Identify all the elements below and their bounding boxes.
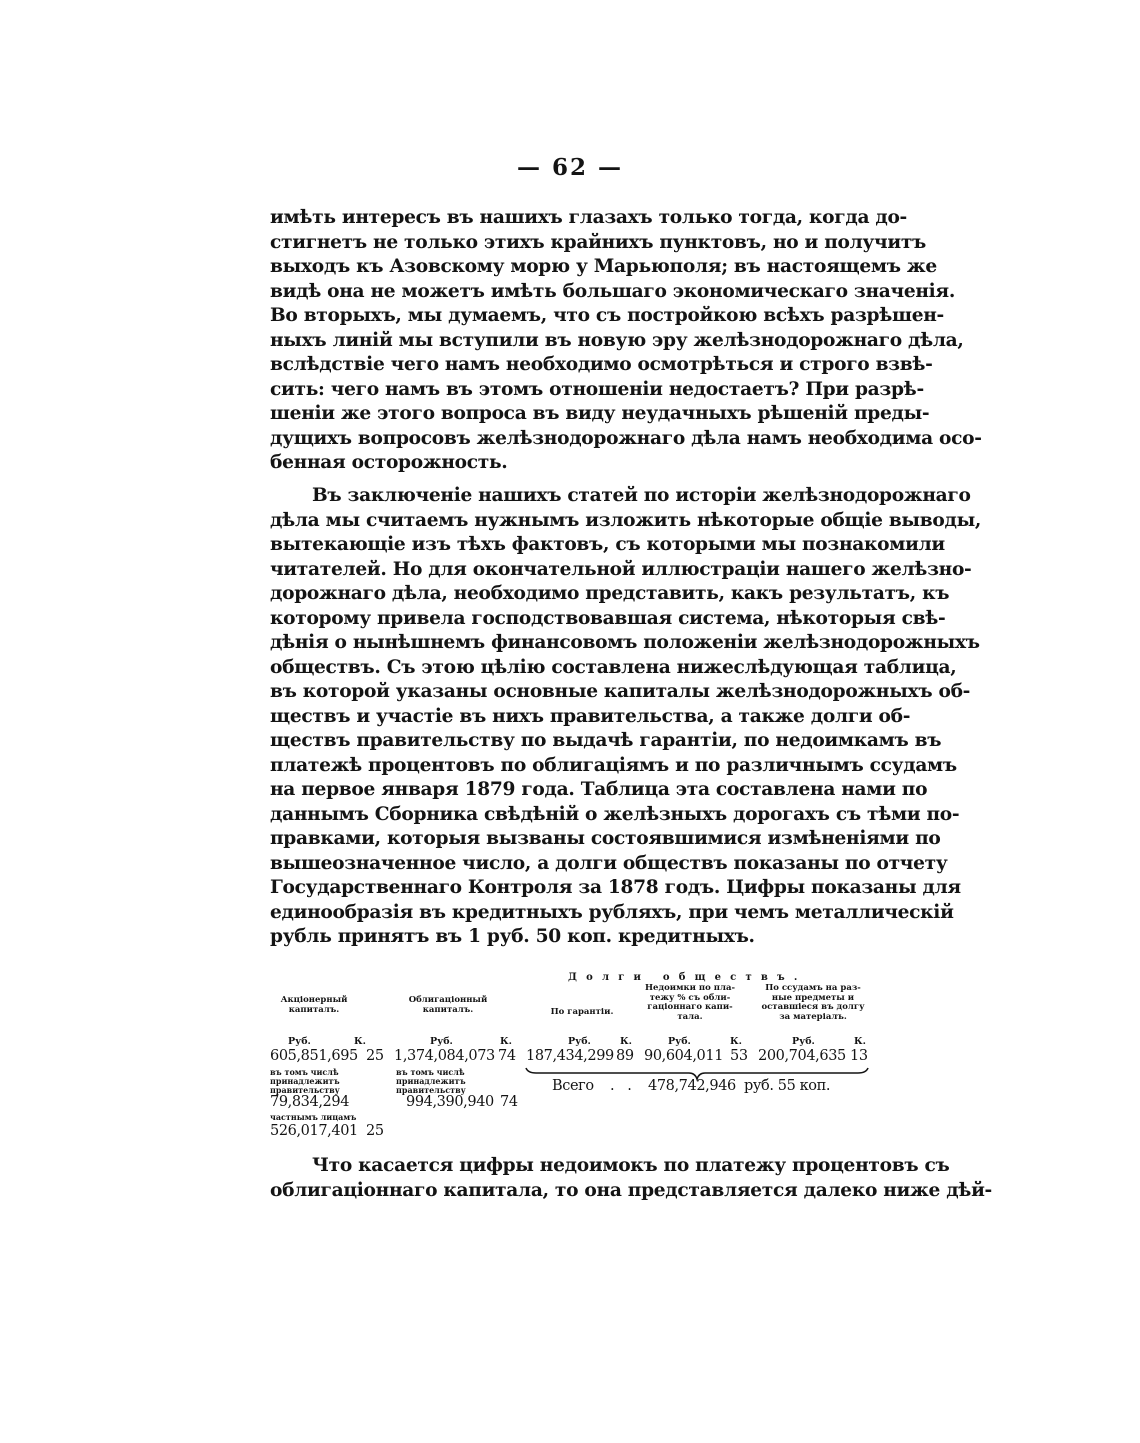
col1-private-kop: 25 (366, 1123, 384, 1139)
col2-rub-label: Руб. (430, 1036, 453, 1047)
total-value: 478,742,946 (648, 1078, 736, 1094)
col2-value-kop: 74 (498, 1048, 516, 1064)
paragraph-line: даннымъ Сборника свѣдѣній о желѣзныхъ дорогахъ съ тѣми по- (270, 803, 960, 825)
col2-gov-value: 994,390,940 (406, 1094, 494, 1110)
col5-value: 200,704,635 (758, 1048, 846, 1064)
col2-value: 1,374,084,073 (394, 1048, 495, 1064)
paragraph-line: Въ заключеніе нашихъ статей по исторіи желѣзнодорожнаго (312, 485, 971, 506)
paragraph-line: вышеозначенное число, а долги обществъ показаны по отчету (270, 852, 948, 874)
col4-header: Недоимки по пла- тежу % съ обли- гаціоннаго капи- тала. (645, 983, 735, 1022)
col1-value-kop: 25 (366, 1048, 384, 1064)
col5-header: По ссудамъ на раз- ные предметы и оставшіеся въ долгу за матеріалъ. (761, 983, 865, 1022)
col5-value-kop: 13 (850, 1048, 868, 1064)
col4-rub-label: Руб. (668, 1036, 691, 1047)
paragraph-line: облигаціоннаго капитала, то она представляется далеко ниже дѣй- (270, 1179, 992, 1201)
paragraph-line: которому привела господствовавшая система, нѣкоторыя свѣ- (270, 607, 946, 629)
paragraph-2 (270, 484, 982, 950)
paragraph-line: вытекающіе изъ тѣхъ фактовъ, съ которыми мы познакомили (270, 534, 945, 555)
paragraph-line: единообразія въ кредитныхъ рубляхъ, при чемъ металлическій (270, 901, 954, 923)
paragraph-line: шеніи же этого вопроса въ виду неудачныхъ рѣшеній преды- (270, 403, 930, 424)
col2-header: Облигаціонный капиталъ. (408, 995, 488, 1015)
paragraph-line: выходъ къ Азовскому морю у Марьюполя; въ настоящемъ же (270, 256, 937, 277)
col5-kop-label: К. (854, 1036, 866, 1047)
debts-group-header: Долги обществъ. (568, 972, 807, 983)
paragraph-line: платежѣ процентовъ по облигаціямъ и по различнымъ ссудамъ (270, 754, 957, 776)
paragraph-line: ныхъ линій мы вступили въ новую эру желѣзнодорожнаго дѣла, (270, 329, 964, 351)
paragraph-line: дѣла мы считаемъ нужнымъ изложить нѣкоторые общіе выводы, (270, 509, 982, 531)
paragraph-line: дущихъ вопросовъ желѣзнодорожнаго дѣла намъ необходима осо- (270, 427, 982, 449)
paragraph-3 (270, 1154, 992, 1203)
paragraph-line: видѣ она не можетъ имѣть большаго экономическаго значенія. (270, 280, 956, 302)
col2-gov-kop: 74 (500, 1094, 518, 1110)
total-dots: . . (610, 1078, 636, 1094)
col3-rub-label: Руб. (568, 1036, 591, 1047)
paragraph-line: стигнетъ не только этихъ крайнихъ пунктовъ, но и получитъ (270, 231, 926, 253)
col3-value: 187,434,299 (526, 1048, 614, 1064)
paragraph-line: бенная осторожность. (270, 452, 508, 473)
col4-kop-label: К. (730, 1036, 742, 1047)
paragraph-line: вслѣдствіе чего намъ необходимо осмотрѣться и строго взвѣ- (270, 354, 933, 375)
col3-value-kop: 89 (616, 1048, 634, 1064)
paragraph-line: обществъ. Съ этою цѣлію составлена нижеслѣдующая таблица, (270, 656, 957, 678)
col2-kop-label: К. (500, 1036, 512, 1047)
col1-value: 605,851,695 (270, 1048, 358, 1064)
debt-table (270, 966, 870, 1156)
paragraph-line: на первое января 1879 года. Таблица эта составлена нами по (270, 779, 928, 800)
paragraph-line: ществъ и участіе въ нихъ правительства, а также долги об- (270, 705, 911, 727)
paragraph-line: правками, которыя вызваны состоявшимися измѣненіями по (270, 828, 941, 849)
col1-note: въ томъ числѣ принадлежитъ правительству (270, 1067, 340, 1095)
paragraph-line: ществъ правительству по выдачѣ гарантіи, по недоимкамъ въ (270, 730, 942, 751)
total-label: Всего (552, 1078, 594, 1094)
paragraph-line: въ которой указаны основные капиталы желѣзнодорожныхъ об- (270, 681, 971, 702)
total-unit: руб. 55 коп. (744, 1078, 831, 1094)
paragraph-line: Во вторыхъ, мы думаемъ, что съ постройкою всѣхъ разрѣшен- (270, 305, 944, 326)
col4-value-kop: 53 (730, 1048, 748, 1064)
col4-value: 90,604,011 (644, 1048, 724, 1064)
col1-kop-label: К. (354, 1036, 366, 1047)
col5-rub-label: Руб. (792, 1036, 815, 1047)
paragraph-line: сить: чего намъ въ этомъ отношеніи недостаетъ? При разрѣ- (270, 378, 924, 400)
page-number: — 62 — (516, 154, 624, 181)
paragraph-line: Государственнаго Контроля за 1878 годъ. Цифры показаны для (270, 877, 961, 898)
paragraph-line: Что касается цифры недоимокъ по платежу процентовъ съ (312, 1155, 950, 1176)
paragraph-line: читателей. Но для окончательной иллюстраціи нашего желѣзно- (270, 558, 972, 580)
col3-header: По гарантіи. (550, 1007, 614, 1017)
col1-private-label: частнымъ лицамъ (270, 1112, 357, 1122)
col1-gov-value: 79,834,294 (270, 1094, 350, 1110)
paragraph-line: рубль принятъ въ 1 руб. 50 коп. кредитныхъ. (270, 926, 755, 947)
paragraph-1 (270, 206, 982, 476)
col2-note: въ томъ числѣ принадлежитъ правительству (396, 1067, 466, 1095)
paragraph-line: дорожнаго дѣла, необходимо представить, какъ результатъ, къ (270, 583, 950, 604)
col1-rub-label: Руб. (288, 1036, 311, 1047)
col1-header: Акціонерный капиталъ. (280, 995, 348, 1015)
paragraph-line: имѣть интересъ въ нашихъ глазахъ только тогда, когда до- (270, 207, 907, 228)
col1-private-value: 526,017,401 (270, 1123, 358, 1139)
col3-kop-label: К. (620, 1036, 632, 1047)
paragraph-line: дѣнія о нынѣшнемъ финансовомъ положеніи желѣзнодорожныхъ (270, 632, 980, 653)
